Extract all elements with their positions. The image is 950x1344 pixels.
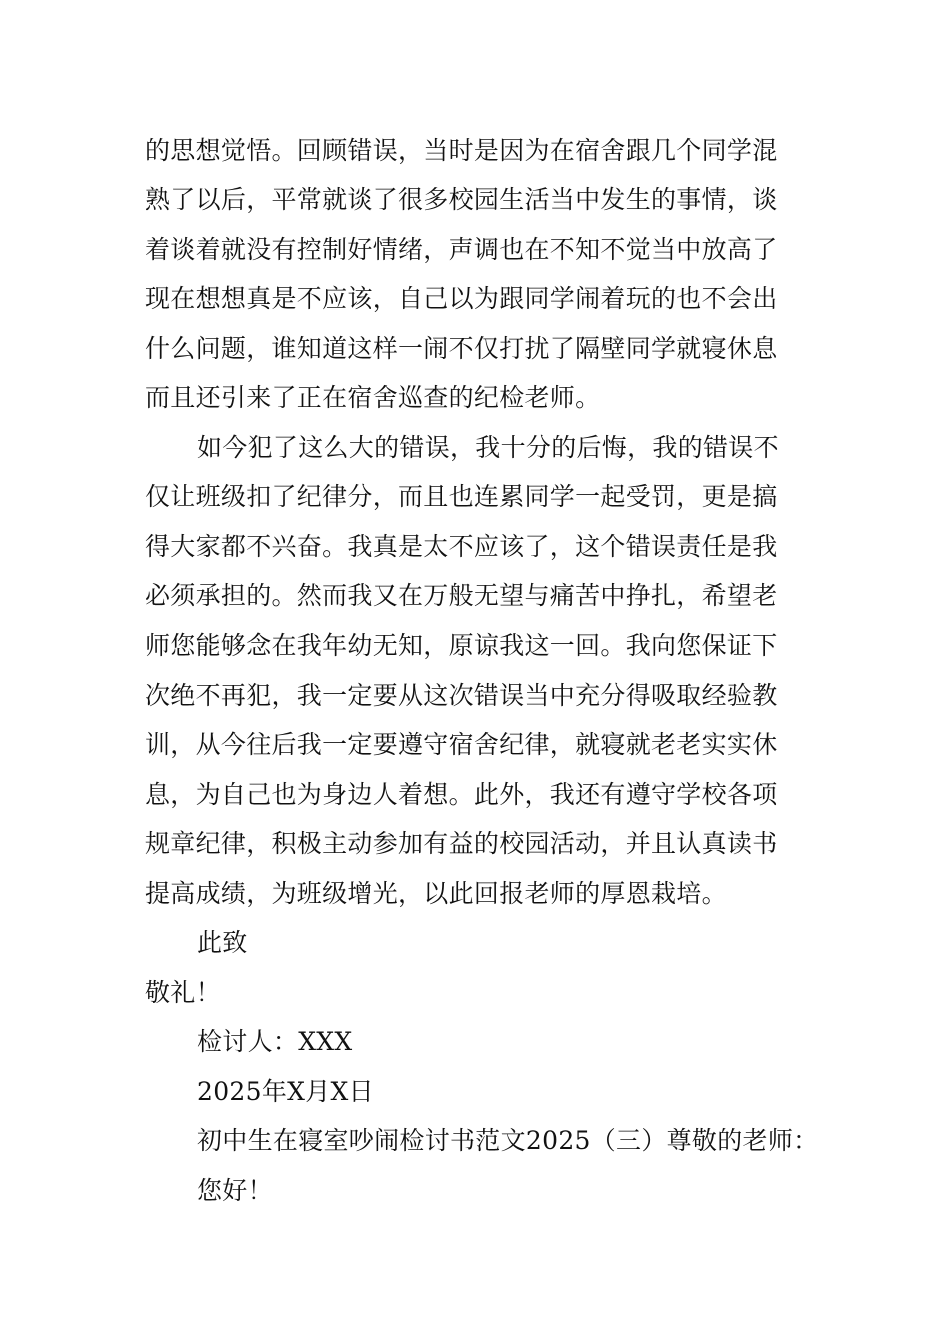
body-text-line: 规章纪律，积极主动参加有益的校园活动，并且认真读书 — [145, 829, 778, 858]
body-text-line: 仅让班级扣了纪律分，而且也连累同学一起受罚，更是搞 — [145, 482, 778, 511]
section-title: 初中生在寝室吵闹检讨书范文2025（三）尊敬的老师： — [197, 1126, 819, 1155]
body-text-line: 熟了以后，平常就谈了很多校园生活当中发生的事情，谈 — [145, 185, 778, 214]
body-text-line: 师您能够念在我年幼无知，原谅我这一回。我向您保证下 — [145, 631, 778, 660]
body-text-line: 如今犯了这么大的错误，我十分的后悔，我的错误不 — [197, 433, 779, 462]
body-text-line: 而且还引来了正在宿舍巡查的纪检老师。 — [145, 383, 601, 412]
body-text-line: 着谈着就没有控制好情绪，声调也在不知不觉当中放高了 — [145, 235, 778, 264]
body-text-line: 训，从今往后我一定要遵守宿舍纪律，就寝就老老实实休 — [145, 730, 778, 759]
salute-text: 敬礼！ — [145, 978, 221, 1007]
greeting-text: 您好！ — [197, 1176, 273, 1205]
closing-text: 此致 — [197, 928, 248, 957]
body-text-line: 什么问题，谁知道这样一闹不仅打扰了隔壁同学就寝休息 — [145, 334, 778, 363]
body-text-line: 提高成绩，为班级增光，以此回报老师的厚恩栽培。 — [145, 879, 727, 908]
signer-text: 检讨人：XXX — [197, 1027, 353, 1056]
body-text-line: 次绝不再犯，我一定要从这次错误当中充分得吸取经验教 — [145, 681, 778, 710]
body-text-line: 的思想觉悟。回顾错误，当时是因为在宿舍跟几个同学混 — [145, 136, 778, 165]
body-text-line: 息，为自己也为身边人着想。此外，我还有遵守学校各项 — [145, 780, 778, 809]
body-text-line: 得大家都不兴奋。我真是太不应该了，这个错误责任是我 — [145, 532, 778, 561]
body-text-line: 必须承担的。然而我又在万般无望与痛苦中挣扎，希望老 — [145, 581, 778, 610]
body-text-line: 现在想想真是不应该，自己以为跟同学闹着玩的也不会出 — [145, 284, 778, 313]
date-text: 2025年X月X日 — [197, 1077, 374, 1106]
